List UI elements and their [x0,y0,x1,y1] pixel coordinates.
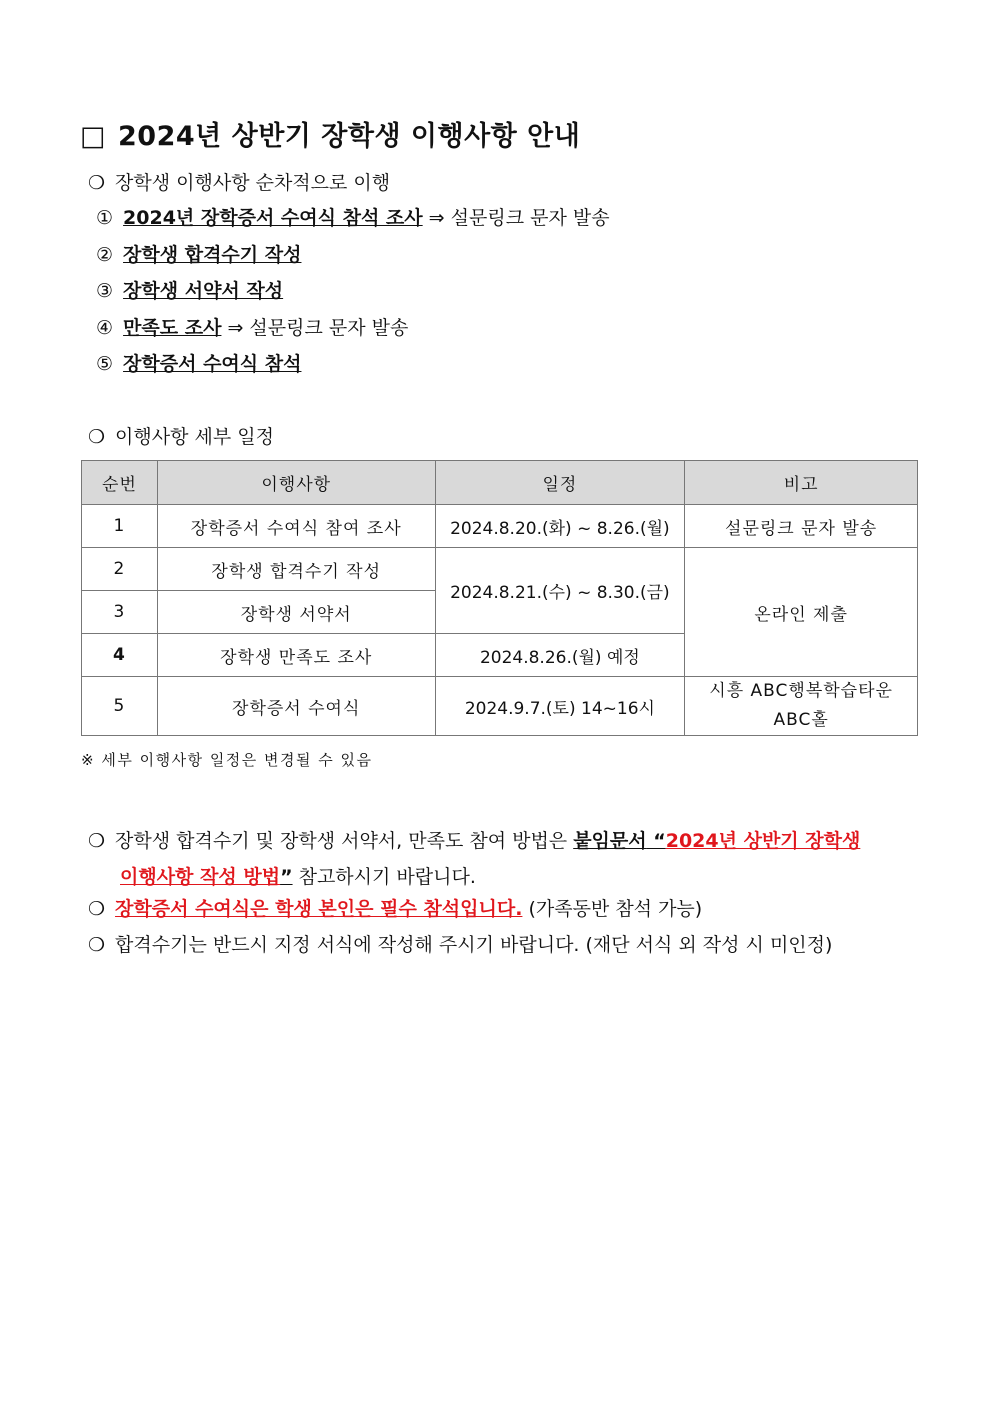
cell-note-line1: 시흥 ABC행복학습타운 [709,681,893,701]
cell-task: 장학생 만족도 조사 [157,634,435,677]
cell-no: 2 [82,548,158,591]
note-attachment: 붙임문서 [573,830,647,852]
step-number: ② [96,244,114,266]
step-item-1 [96,203,610,230]
step-label: 만족도 조사 [123,317,222,339]
schedule-table [81,460,918,736]
cell-task: 장학증서 수여식 참여 조사 [157,505,435,548]
table-row [82,677,918,736]
cell-note [685,677,918,736]
step-extra: ⇒ 설문링크 문자 발송 [422,207,610,229]
cell-task: 장학생 합격수기 작성 [157,548,435,591]
circle-bullet-icon: ❍ [88,898,106,920]
header-note: 비고 [685,461,918,505]
cell-task: 장학증서 수여식 [157,677,435,736]
cell-note-line2: ABC홀 [773,710,829,730]
cell-note: 온라인 제출 [685,548,918,677]
cell-task: 장학생 서약서 [157,591,435,634]
note-item-3 [88,930,832,957]
footnote: ※ 세부 이행사항 일정은 변경될 수 있음 [81,751,373,769]
header-task: 이행사항 [157,461,435,505]
step-label: 장학증서 수여식 참석 [123,353,302,375]
checkbox-square-icon: □ [80,121,107,152]
page-title [80,114,580,153]
cell-date: 2024.9.7.(토) 14~16시 [435,677,685,736]
cell-note: 설문링크 문자 발송 [685,505,918,548]
note-text: 장학생 합격수기 및 장학생 서약서, 만족도 참여 방법은 [115,830,574,852]
step-item-4 [96,313,408,340]
step-item-2 [96,240,301,267]
step-item-3 [96,276,283,303]
note-item-2 [88,894,702,921]
note-text: 합격수기는 반드시 지정 서식에 작성해 주시기 바랍니다. (재단 서식 외 작성 시 미인정) [115,934,833,956]
step-number: ③ [96,280,114,302]
step-label: 장학생 서약서 작성 [123,280,284,302]
cell-no: 5 [82,677,158,736]
note-item-1 [88,823,928,895]
note-quote-close: ” [280,866,293,888]
step-number: ④ [96,317,114,339]
section1-heading [88,168,390,195]
header-date: 일정 [435,461,685,505]
note-red-title-2: 이행사항 작성 방법 [120,866,281,888]
section1-heading-text: 장학생 이행사항 순차적으로 이행 [115,172,391,194]
section2-heading [88,422,274,449]
circle-bullet-icon: ❍ [88,934,106,956]
header-no: 순번 [82,461,158,505]
note-red-title: 2024년 상반기 장학생 [665,830,861,852]
table-row [82,505,918,548]
step-number: ⑤ [96,353,114,375]
table-row [82,548,918,591]
section2-heading-text: 이행사항 세부 일정 [115,426,274,448]
cell-no: 1 [82,505,158,548]
note-red-required: 장학증서 수여식은 학생 본인은 필수 참석입니다. [115,898,523,920]
cell-no: 4 [82,634,158,677]
circle-bullet-icon: ❍ [88,830,106,852]
step-number: ① [96,207,114,229]
step-label: 2024년 장학증서 수여식 참석 조사 [123,207,423,229]
step-label: 장학생 합격수기 작성 [123,244,302,266]
page-title-text: 2024년 상반기 장학생 이행사항 안내 [118,121,581,152]
step-extra: ⇒ 설문링크 문자 발송 [221,317,409,339]
note-text: (가족동반 참석 가능) [522,898,703,920]
note-text-end: 참고하시기 바랍니다. [292,866,476,888]
circle-bullet-icon: ❍ [88,426,106,448]
cell-date: 2024.8.20.(화) ~ 8.26.(월) [435,505,685,548]
note-quote-open: “ [646,830,666,852]
step-item-5 [96,349,301,376]
cell-date: 2024.8.21.(수) ~ 8.30.(금) [435,548,685,634]
table-header-row [82,461,918,505]
cell-date: 2024.8.26.(월) 예정 [435,634,685,677]
cell-no: 3 [82,591,158,634]
circle-bullet-icon: ❍ [88,172,106,194]
